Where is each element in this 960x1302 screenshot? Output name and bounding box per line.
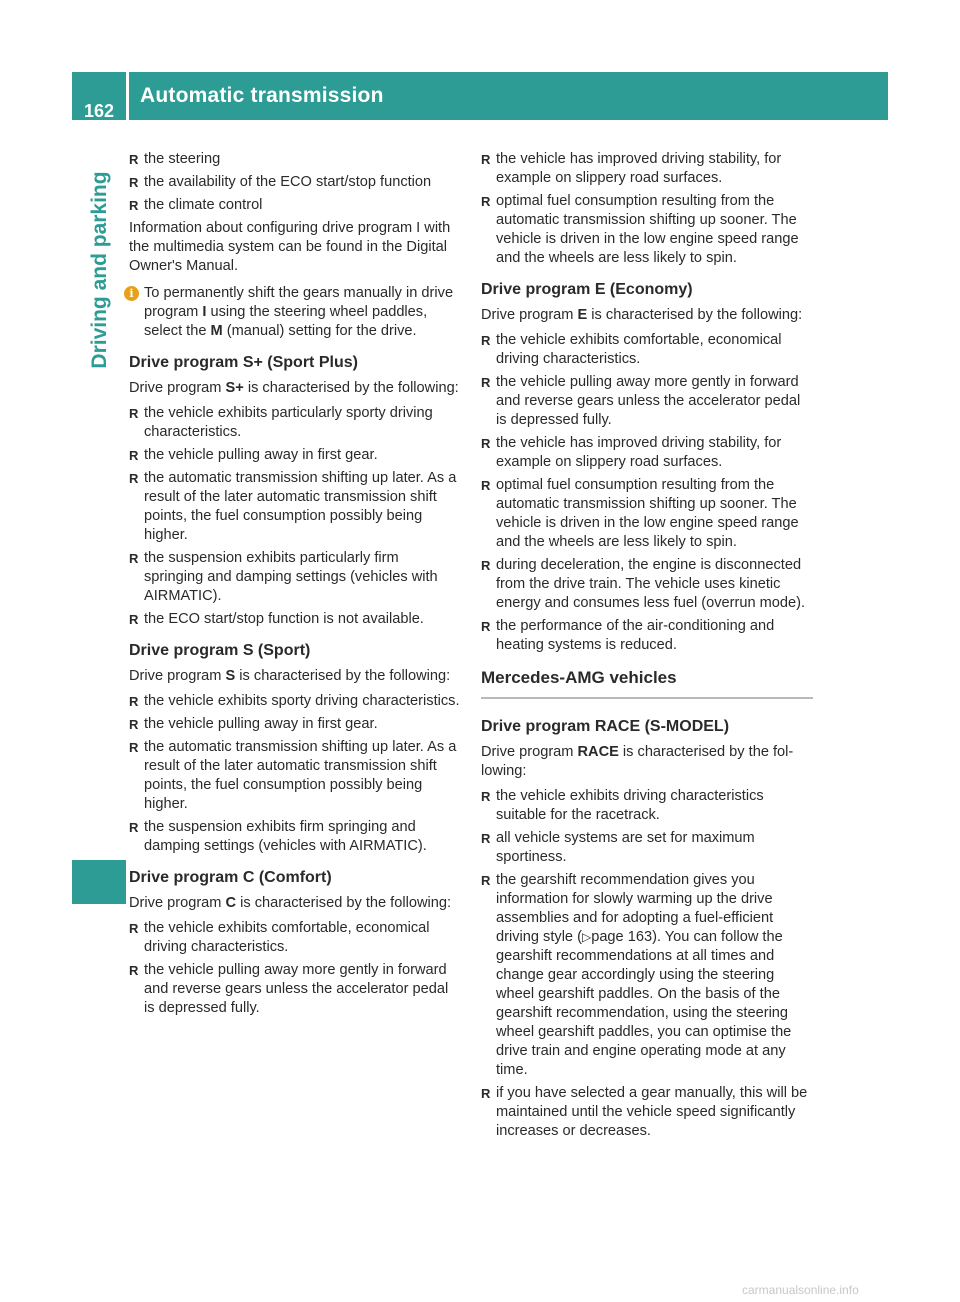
- heading-rule: [481, 697, 813, 699]
- section-heading: Drive program E (Economy): [481, 281, 693, 298]
- info-note: [129, 284, 461, 341]
- info-text: using the steering wheel paddles, select the: [144, 304, 428, 339]
- header-divider: [126, 72, 129, 120]
- section-intro: Drive program E is characterised by the following:: [481, 307, 803, 323]
- list-item: R during deceleration, the engine is disconnected from the drive train. The vehicle uses kinetic energy and consumes less fuel (overrun mode).: [481, 556, 813, 613]
- list-item: R the vehicle exhibits comfortable, economical driving characteristics.: [129, 919, 461, 957]
- section-intro: Drive program S+ is characterised by the following:: [129, 380, 459, 396]
- page-number: 162: [83, 101, 115, 121]
- side-tab-label: Driving and parking: [88, 171, 111, 369]
- list-item: R the vehicle pulling away more gently in forward and reverse gears unless the accelerator pedal is depressed fully.: [481, 373, 813, 430]
- list-item: R the vehicle exhibits particularly sporty driving characteristics.: [129, 404, 461, 442]
- info-bold: I: [202, 304, 207, 320]
- intro-paragraph: Information about configuring drive program I with the multimedia system can be found in the Digital Owner's Manual.: [129, 220, 451, 274]
- list-item: R the vehicle has improved driving stability, for example on slippery road surfaces.: [481, 150, 813, 188]
- list-item: R the vehicle exhibits driving characteristics suitable for the racetrack.: [481, 787, 813, 825]
- section-heading: Drive program RACE (S-MODEL): [481, 718, 730, 735]
- list-item: R the automatic transmission shifting up later. As a result of the later automatic transmission shift points, the fuel consumption possibly being higher.: [129, 469, 461, 545]
- chapter-heading: Mercedes-AMG vehicles: [481, 668, 677, 687]
- list-item: R the availability of the ECO start/stop function: [129, 173, 461, 192]
- info-bold: M: [210, 323, 223, 339]
- list-item: R the automatic transmission shifting up later. As a result of the later automatic transmission shift points, the fuel consumption possibly being higher.: [129, 738, 461, 814]
- side-tab-marker: [72, 860, 126, 904]
- info-icon: i: [124, 286, 139, 301]
- list-item: R the performance of the air-conditioning and heating systems is reduced.: [481, 617, 813, 655]
- list-item: R the climate control: [129, 196, 461, 215]
- left-column: [129, 150, 461, 1022]
- list-item: R the vehicle pulling away more gently in forward and reverse gears unless the accelerator pedal is depressed fully.: [129, 961, 461, 1018]
- list-item: R the vehicle exhibits sporty driving characteristics.: [129, 692, 461, 711]
- section-heading: Drive program S+ (Sport Plus): [129, 354, 358, 371]
- right-column: [481, 150, 813, 1145]
- page-title: Automatic transmission: [140, 84, 384, 107]
- section-intro: Drive program RACE is characterised by the following:: [481, 744, 794, 779]
- list-item: R the vehicle pulling away in first gear.: [129, 446, 461, 465]
- list-item: R the vehicle pulling away in first gear.: [129, 715, 461, 734]
- watermark: carmanualsonline.info: [742, 1283, 859, 1297]
- list-item: R if you have selected a gear manually, this will be maintained until the vehicle speed significantly increases or decreases.: [481, 1084, 813, 1141]
- list-item: R the vehicle has improved driving stability, for example on slippery road surfaces.: [481, 434, 813, 472]
- list-item: R the ECO start/stop function is not available.: [129, 610, 461, 629]
- list-item: R all vehicle systems are set for maximum sportiness.: [481, 829, 813, 867]
- section-intro: Drive program C is characterised by the following:: [129, 895, 452, 911]
- list-item: R the gearshift recommendation gives you information for slowly warming up the drive assemblies and for adopting a fuel-efficient driving style (▷page 163). You can follow the gearshift recommendations at all times and change gear accordingly using the steering wheel gearshift paddles. On the basis of the gearshift recommendation, using the steering wheel gearshift paddles, you can optimise the drive train and engine operating mode at any time.: [481, 871, 813, 1080]
- list-item: R the suspension exhibits firm springing and damping settings (vehicles with AIRMATIC).: [129, 818, 461, 856]
- list-item: R the suspension exhibits particularly firm springing and damping settings (vehicles with AIRMATIC).: [129, 549, 461, 606]
- info-text: (manual) setting for the drive.: [222, 323, 417, 339]
- list-item: R the vehicle exhibits comfortable, economical driving characteristics.: [481, 331, 813, 369]
- list-item: R optimal fuel consumption resulting from the automatic transmission shifting up sooner. The vehicle is driven in the low engine speed range and the wheels are less likely to spin.: [481, 476, 813, 552]
- list-item: R optimal fuel consumption resulting from the automatic transmission shifting up sooner. The vehicle is driven in the low engine speed range and the wheels are less likely to spin.: [481, 192, 813, 268]
- section-heading: Drive program S (Sport): [129, 642, 311, 659]
- section-intro: Drive program S is characterised by the following:: [129, 668, 451, 684]
- section-heading: Drive program C (Comfort): [129, 869, 332, 886]
- page-reference-icon: ▷: [581, 930, 592, 944]
- page-reference-link[interactable]: page 163: [591, 929, 653, 945]
- info-text: To permanently shift the gears manually in drive program: [144, 285, 454, 320]
- list-item: R the steering: [129, 150, 461, 169]
